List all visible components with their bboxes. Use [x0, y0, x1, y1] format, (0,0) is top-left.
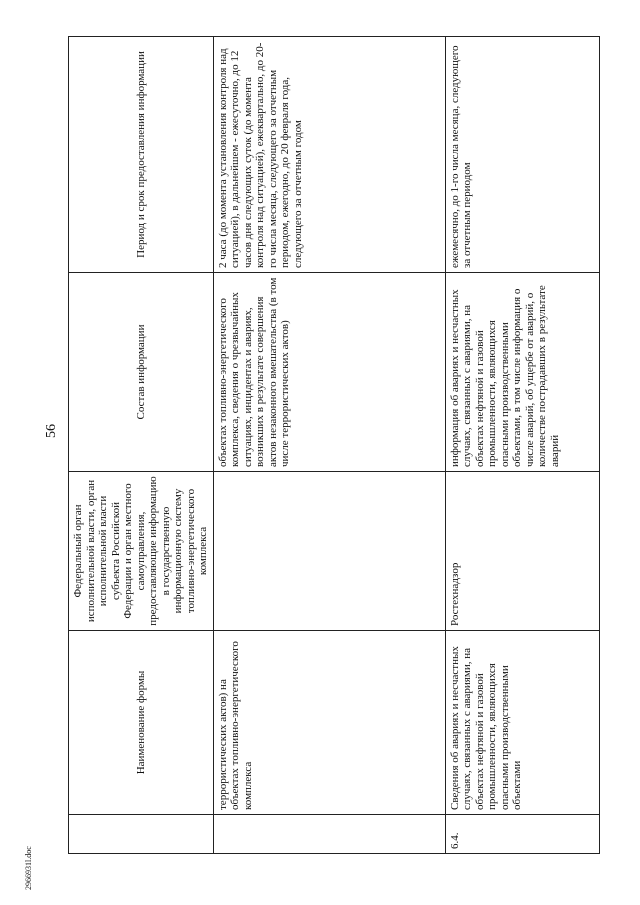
cell-period: 2 часа (до момента установления контроля над ситуацией), в дальнейшем - ежесуточно, до 12 часов дня следующих суток (до момента контроля над ситуацией), ежеквартально, до 20-го числа месяца, следующего за отчетным периодом, ежегодно, до 20 февраля года, следующего за отчетным годом: [213, 37, 445, 273]
cell-period: ежемесячно, до 1-го числа месяца, следующего за отчетным периодом: [445, 37, 600, 273]
cell-num: 6.4.: [445, 815, 600, 854]
forms-table: [68, 36, 600, 854]
cell-content: информация об авариях и несчастных случаях, связанных с авариями, на объектах нефтяной и газовой промышленности, являющихся опасными производственными объектами, в том числе информация о числе аварий, об ущербе от аварий, о количестве пострадавших в результате аварий: [445, 273, 600, 472]
table-row: [445, 37, 600, 854]
cell-num: [213, 815, 445, 854]
rotated-table-container: [68, 36, 600, 854]
header-content: Состав информации: [69, 273, 214, 472]
header-period: Период и срок предоставления информации: [69, 37, 214, 273]
header-row: [69, 37, 214, 854]
cell-form-name: террористических актов) на объектах топливно-энергетического комплекса: [213, 631, 445, 815]
header-num: [69, 815, 214, 854]
page-number: 56: [44, 424, 59, 438]
header-authority: Федеральный орган исполнительной власти, орган исполнительной власти субъекта Российской Федерации и орган местного самоуправления, предоставляющие информацию в государственную информационную систему топливно-энергетического комплекса: [69, 472, 214, 631]
header-form-name: Наименование формы: [69, 631, 214, 815]
cell-authority: Ростехнадзор: [445, 472, 600, 631]
cell-authority: [213, 472, 445, 631]
table-row: [213, 37, 445, 854]
footer-filename: 2966931l.doc: [24, 846, 33, 890]
cell-form-name: Сведения об авариях и несчастных случаях, связанных с авариями, на объектах нефтяной и газовой промышленности, являющихся опасными производственными объектами: [445, 631, 600, 815]
cell-content: объектах топливно-энергетического комплекса, сведения о чрезвычайных ситуациях, инцидентах и авариях, возникших в результате совершения актов незаконного вмешательства (в том числе террористических актов): [213, 273, 445, 472]
